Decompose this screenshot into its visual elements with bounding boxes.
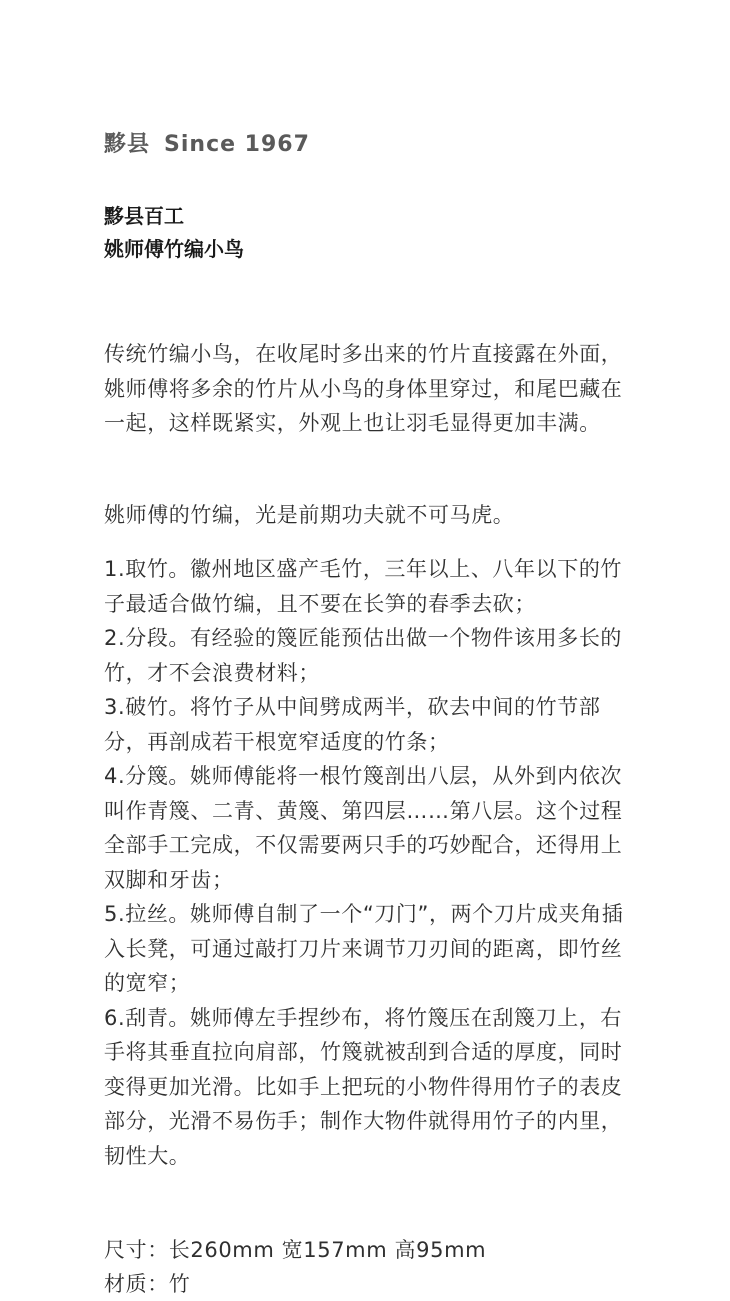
steps-list [104,552,634,1173]
step-item: 3.破竹。将竹子从中间劈成两半，砍去中间的竹节部分，再剖成若干根宽窄适度的竹条； [104,695,601,754]
size-spec: 尺寸：长260mm 宽157mm 高95mm [104,1238,487,1262]
intro-paragraph: 传统竹编小鸟，在收尾时多出来的竹片直接露在外面，姚师傅将多余的竹片从小鸟的身体里穿过，和尾巴藏在一起，这样既紧实，外观上也让羽毛显得更加丰满。 [104,342,623,435]
series-title: 黟县百工 [104,204,184,228]
specs-block [104,1233,486,1301]
brand-since: Since 1967 [164,132,310,157]
brand-header [104,127,310,158]
brand-place: 黟县 [104,132,151,157]
step-item: 1.取竹。徽州地区盛产毛竹，三年以上、八年以下的竹子最适合做竹编，且不要在长笋的春季去砍； [104,557,623,616]
step-item: 5.拉丝。姚师傅自制了一个“刀门”，两个刀片成夹角插入长凳，可通过敲打刀片来调节刀刃间的距离，即竹丝的宽窄； [104,902,624,995]
product-title: 姚师傅竹编小鸟 [104,237,244,261]
material-spec: 材质：竹 [104,1272,191,1296]
lead-paragraph: 姚师傅的竹编，光是前期功夫就不可马虎。 [104,503,515,527]
step-item: 2.分段。有经验的篾匠能预估出做一个物件该用多长的竹，才不会浪费材料； [104,626,623,685]
title-block [104,200,244,266]
step-item: 4.分篾。姚师傅能将一根竹篾剖出八层，从外到内依次叫作青篾、二青、黄篾、第四层……第八层。这个过程全部手工完成，不仅需要两只手的巧妙配合，还得用上双脚和牙齿； [104,764,623,892]
step-item: 6.刮青。姚师傅左手捏纱布，将竹篾压在刮篾刀上，右手将其垂直拉向肩部，竹篾就被刮到合适的厚度，同时变得更加光滑。比如手上把玩的小物件得用竹子的表皮部分，光滑不易伤手；制作大物件就得用竹子的内里，韧性大。 [104,1005,623,1168]
